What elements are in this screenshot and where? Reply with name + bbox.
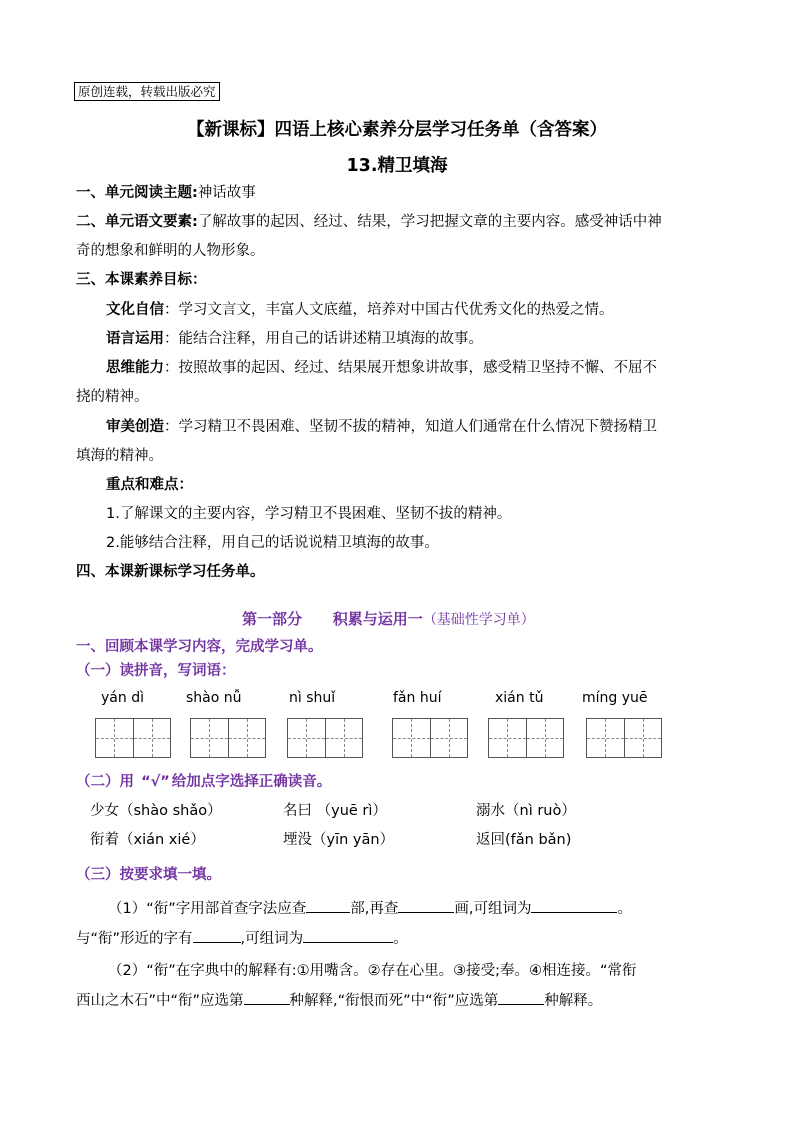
unit-elements-text: 了解故事的起因、经过、结果，学习把握文章的主要内容。感受神话中神: [197, 214, 662, 230]
goal-thinking-cont: 挠的精神。: [76, 389, 149, 405]
part-title: 积累与运用一: [332, 610, 423, 628]
pinyin-3: nì shuǐ: [289, 690, 336, 706]
writing-grid-2[interactable]: [190, 718, 266, 758]
q2-label-b: 给加点字选择正确读音。: [171, 774, 332, 790]
goal-thinking-label: 思维能力: [106, 360, 164, 376]
blank-similar-char[interactable]: [193, 926, 241, 943]
unit-elements: [76, 207, 662, 237]
lesson-title: 13.精卫填海: [346, 156, 448, 176]
fill-text-4c: 种解释。: [544, 993, 603, 1009]
goal-culture-label: 文化自信: [106, 302, 164, 318]
fill-line-2: [76, 924, 408, 954]
reading-item-1[interactable]: 少女（shào shǎo）: [90, 803, 222, 819]
blank-strokes[interactable]: [398, 896, 454, 913]
reading-item-5[interactable]: 堙没（yīn yān）: [283, 832, 395, 848]
copyright-stamp: 原创连载，转载出版必究: [74, 82, 220, 101]
key-points-heading: 重点和难点：: [106, 477, 193, 493]
pinyin-5: xián tǔ: [495, 690, 544, 706]
pinyin-6: míng yuē: [582, 690, 648, 706]
q2-heading: [76, 770, 331, 791]
writing-grid-5[interactable]: [488, 718, 564, 758]
blank-word[interactable]: [531, 896, 617, 913]
check-mark: “√”: [141, 774, 170, 790]
writing-grid-6[interactable]: [586, 718, 662, 758]
reading-item-3[interactable]: 溺水（nì ruò）: [476, 803, 576, 819]
q3-heading: （三）按要求填一填。: [76, 867, 221, 883]
goal-language-text: ：能结合注释，用自己的话讲述精卫填海的故事。: [164, 331, 483, 347]
fill-text-4a: 西山之木石”中“衔”应选第: [76, 993, 244, 1009]
blank-meaning-1[interactable]: [244, 988, 290, 1005]
reading-item-6[interactable]: 返回(fǎn bǎn): [476, 832, 572, 848]
goal-thinking: [106, 353, 657, 383]
goal-language: [106, 324, 483, 354]
goal-aesthetic-label: 审美创造: [106, 419, 164, 435]
goal-aesthetic: [106, 412, 657, 442]
key-point-2: 2.能够结合注释，用自己的话说说精卫填海的故事。: [106, 535, 439, 551]
pinyin-4: fǎn huí: [393, 690, 442, 706]
goal-culture: [106, 295, 614, 325]
reading-item-4[interactable]: 衔着（xián xié）: [90, 832, 205, 848]
fill-text-2a: 与“衔”形近的字有: [76, 931, 193, 947]
unit-elements-cont: 奇的想象和鲜明的人物形象。: [76, 243, 265, 259]
unit-elements-label: 二、单元语文要素:: [76, 214, 198, 230]
fill-text-1c: 画,可组词为: [454, 901, 532, 917]
goal-thinking-text: ：按照故事的起因、经过、结果展开想象讲故事，感受精卫坚持不懈、不屈不: [164, 360, 657, 376]
literacy-goals-heading: 三、本课素养目标：: [76, 272, 207, 288]
fill-text-1a: （1）“衔”字用部首查字法应查: [108, 901, 307, 917]
q2-label-a: （二）用: [76, 774, 140, 790]
fill-line-3: （2）“衔”在字典中的解释有:①用嘴含。②存在心里。③接受;奉。④相连接。“常衔: [108, 963, 637, 979]
fill-line-1: [108, 894, 632, 924]
fill-text-4b: 种解释,“衔恨而死”中“衔”应选第: [289, 993, 499, 1009]
review-heading: 一、回顾本课学习内容，完成学习单。: [76, 639, 323, 655]
blank-similar-word[interactable]: [303, 926, 393, 943]
page-title: 【新课标】四语上核心素养分层学习任务单（含答案）: [187, 120, 607, 140]
fill-text-1d: 。: [617, 901, 632, 917]
fill-text-2c: 。: [393, 931, 408, 947]
reading-item-2[interactable]: 名曰 （yuē rì）: [283, 803, 387, 819]
goal-culture-text: ：学习文言文，丰富人文底蕴，培养对中国古代优秀文化的热爱之情。: [164, 302, 614, 318]
goal-aesthetic-cont: 填海的精神。: [76, 448, 163, 464]
goal-aesthetic-text: ：学习精卫不畏困难、坚韧不拔的精神，知道人们通常在什么情况下赞扬精卫: [164, 419, 657, 435]
key-point-1: 1.了解课文的主要内容，学习精卫不畏困难、坚韧不拔的精神。: [106, 506, 512, 522]
unit-theme: [76, 178, 256, 208]
part-name: 第一部分: [242, 610, 303, 628]
part-note: （基础性学习单）: [422, 612, 535, 628]
blank-meaning-2[interactable]: [498, 988, 544, 1005]
pinyin-2: shào nǚ: [186, 690, 242, 706]
q1-heading: （一）读拼音，写词语：: [76, 663, 236, 679]
fill-text-2b: ,可组词为: [240, 931, 304, 947]
goal-language-label: 语言运用: [106, 331, 164, 347]
writing-grid-4[interactable]: [392, 718, 468, 758]
fill-text-1b: 部,再查: [350, 901, 399, 917]
writing-grid-1[interactable]: [95, 718, 171, 758]
task-sheet-heading: 四、本课新课标学习任务单。: [76, 564, 265, 580]
writing-grid-3[interactable]: [287, 718, 363, 758]
unit-theme-text: 神话故事: [197, 185, 256, 201]
fill-line-4: [76, 986, 602, 1016]
pinyin-1: yán dì: [101, 690, 144, 706]
blank-radical[interactable]: [306, 896, 350, 913]
part-heading: [242, 608, 535, 629]
unit-theme-label: 一、单元阅读主题:: [76, 185, 198, 201]
